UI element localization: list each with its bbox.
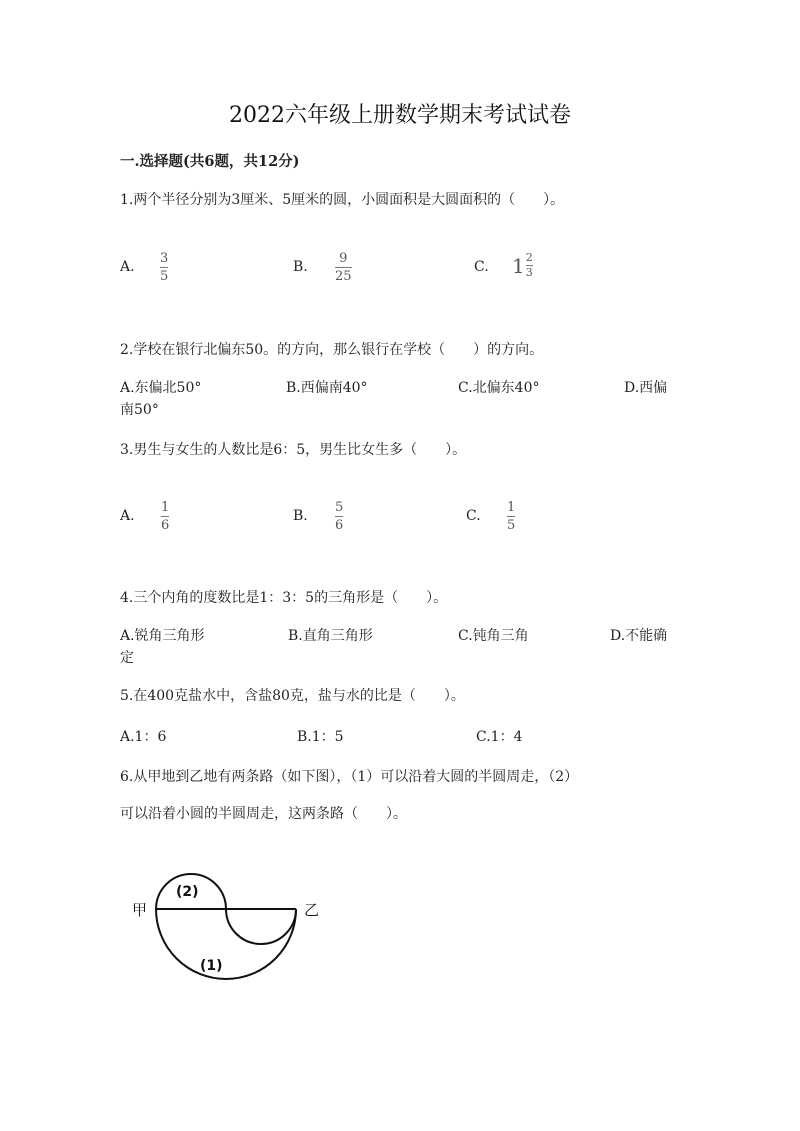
numerator: 1 [507, 500, 516, 515]
large-semicircle-path [156, 909, 296, 979]
numerator: 2 [525, 251, 533, 264]
q4-option-a: A.锐角三角形 [120, 628, 205, 644]
q3-option-a-fraction [161, 500, 169, 533]
q1-option-b-fraction [335, 251, 352, 284]
q4-option-d: D.不能确 [610, 628, 668, 644]
q4-option-c: C.钝角三角 [458, 628, 529, 644]
q1-option-c-mixed-number [512, 252, 533, 279]
numerator: 9 [339, 251, 348, 266]
q2-option-c: C.北偏东40° [458, 380, 540, 396]
q5-option-b: B.1：5 [297, 729, 344, 745]
numerator: 5 [335, 500, 344, 515]
fraction-part [526, 252, 533, 279]
q2-option-d-continued: 南50° [120, 402, 159, 418]
question-6-text-line-1: 6.从甲地到乙地有两条路（如下图），（1）可以沿着大圆的半圆周走，（2） [120, 769, 579, 785]
q3-option-a-label: A. [120, 508, 135, 524]
denominator: 3 [525, 266, 533, 279]
question-2-text: 2.学校在银行北偏东50。的方向，那么银行在学校（ ）的方向。 [120, 342, 544, 358]
question-4-text: 4.三个内角的度数比是1：3：5的三角形是（ ）。 [120, 590, 448, 606]
q2-option-a: A.东偏北50° [120, 380, 202, 396]
q5-option-c: C.1：4 [476, 729, 523, 745]
q3-option-c-fraction [507, 500, 515, 533]
q1-option-a-label: A. [120, 259, 135, 275]
q1-option-c-label: C. [474, 259, 489, 275]
q2-option-d: D.西偏 [624, 380, 668, 396]
q1-option-a-fraction [160, 251, 168, 284]
denominator: 25 [335, 269, 352, 284]
q3-option-b-fraction [335, 500, 343, 533]
q5-option-a: A.1：6 [120, 729, 167, 745]
q4-option-b: B.直角三角形 [288, 628, 373, 644]
q3-option-c-label: C. [466, 508, 481, 524]
label-jia: 甲 [132, 901, 148, 919]
q3-option-b-label: B. [293, 508, 308, 524]
denominator: 6 [161, 518, 170, 533]
denominator: 5 [507, 518, 516, 533]
small-lower-semicircle-path [226, 909, 296, 944]
question-1-text: 1.两个半径分别为3厘米、5厘米的圆，小圆面积是大圆面积的（ ）。 [120, 192, 565, 208]
question-3-text: 3.男生与女生的人数比是6：5，男生比女生多（ ）。 [120, 442, 467, 458]
whole-part: 1 [512, 253, 525, 278]
numerator: 3 [160, 251, 169, 266]
q2-option-b: B.西偏南40° [286, 380, 368, 396]
question-6-text-line-2: 可以沿着小圆的半圆周走，这两条路（ ）。 [120, 806, 407, 822]
section-heading: 一.选择题(共6题，共12分) [120, 153, 300, 170]
denominator: 6 [335, 518, 344, 533]
page-title: 2022六年级上册数学期末考试试卷 [229, 103, 571, 128]
q4-option-d-continued: 定 [120, 650, 134, 666]
denominator: 5 [160, 269, 169, 284]
numerator: 1 [161, 500, 170, 515]
q1-option-b-label: B. [293, 259, 308, 275]
two-paths-figure [120, 850, 340, 1020]
label-path-2: (2) [176, 884, 199, 900]
question-5-text: 5.在400克盐水中，含盐80克，盐与水的比是（ ）。 [120, 688, 465, 704]
label-path-1: (1) [200, 958, 223, 974]
label-yi: 乙 [304, 901, 320, 919]
